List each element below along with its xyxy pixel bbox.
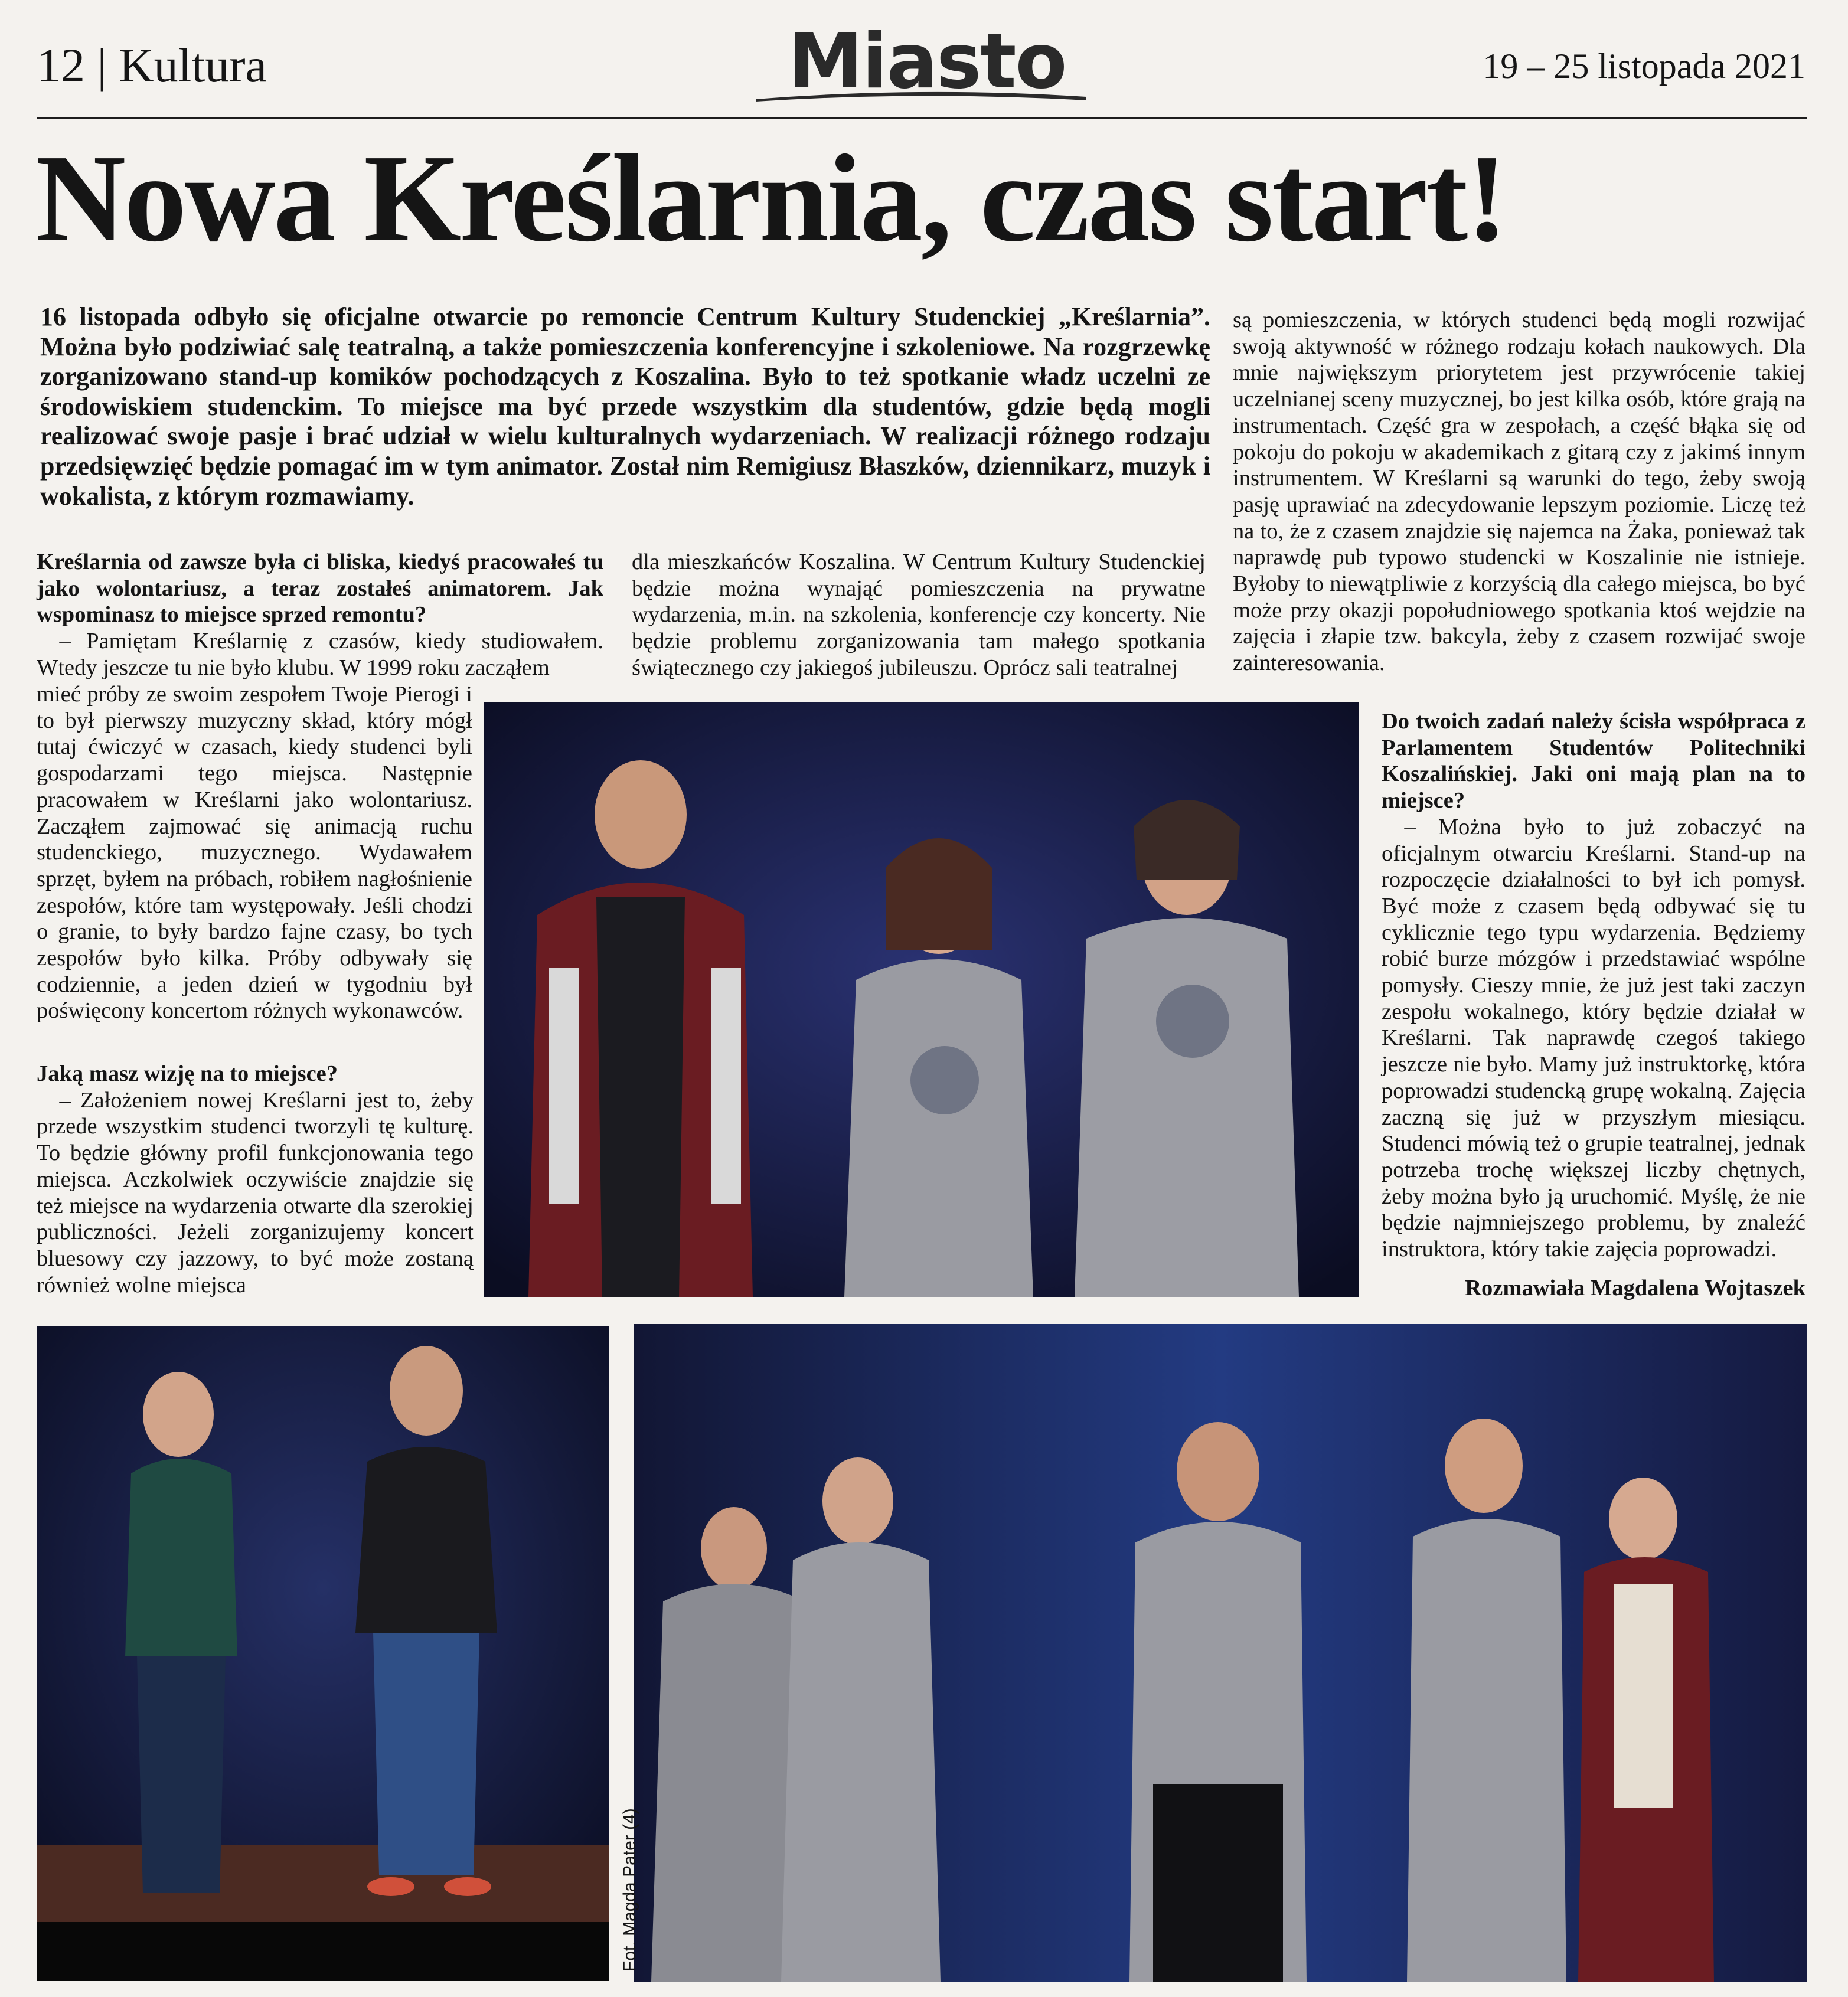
photo-standup-comedians [37, 1326, 609, 1981]
newspaper-logo: Miasto [788, 18, 1066, 106]
interview-question-1 [37, 549, 603, 681]
answer-2-middle [632, 549, 1206, 681]
answer-2-tail: są pomieszczenia, w których studenci będą mogli rozwijać swoją aktywność w różnego rodzaju kołach naukowych. Dla mnie największym priorytetem jest przywrócenie takiej uczelnianej sceny muzycznej, bo jest kilka osób, które grają na instrumentach. Część gra w zespołach, a część błąka się od pokoju do pokoju w akademikach z gitarą czy z jakimś innym instrumentem. W Kreślarni są warunki do tego, żeby swoją pasję uprawiać na zdecydowanie lepszym poziomie. Liczę też na to, że z czasem znajdzie się najemca na Żaka, ponieważ tak naprawdę pub typowo studencki w Koszalinie nie istnieje. Byłoby to niewątpliwie z korzyścią dla całego miejsca, bo być może przy okazji popołudniowego spotkania ktoś wejdzie na zajęcia i złapie tzw. bakcyla, żeby z czasem rozwijać swoje zainteresowania. [1233, 308, 1805, 676]
issue-date: 19 – 25 listopada 2021 [1483, 47, 1805, 86]
question-2-text: Jaką masz wizję na to miejsce? [37, 1061, 338, 1086]
answer-3-text: – Można było to już zobaczyć na oficjalnym otwarciu Kreślarni. Stand-up na rozpoczęcie działalności to był ich pomysł. Być może z czasem będą odbywać się tu cyklicznie tego typu wydarzenia. Będziemy robić burze mózgów i przedstawiać wspólne pomysły. Cieszy mnie, że już jest taki zaczyn zespołu wokalnego, który będzie działał w Kreślarni. Tak naprawdę czegoś takiego jeszcze nie było. Mamy już instruktorkę, która poprowadzi studencką grupę wokalną. Zajęcia zaczną się już w przyszłym miesiącu. Studenci mówią też o grupie teatralnej, jednak potrzeba trochę większej liczby chętnych, żeby można było ją uruchomić. Myślę, że nie będzie najmniejszego problemu, by znaleźć instruktora, który takie zajęcia poprowadzi. [1382, 814, 1805, 1262]
interview-question-3 [1382, 708, 1805, 1263]
question-1-text: Kreślarnia od zawsze była ci bliska, kiedyś pracowałeś tu jako wolontariusz, a teraz zostałeś animatorem. Jak wspominasz to miejsce sprzed remontu? [37, 550, 603, 627]
stage-photo-icon [484, 702, 1359, 1297]
photo-credit: Fot. Magda Pater (4) [620, 1808, 639, 1972]
section-label: 12 | Kultura [37, 38, 267, 92]
logo-swoosh-icon [756, 89, 1086, 102]
answer-1-start: – Pamiętam Kreślarnię z czasów, kiedy studiowałem. Wtedy jeszcze tu nie było klubu. W 1999 roku zacząłem [37, 629, 603, 680]
article-byline: Rozmawiała Magdalena Wojtaszek [1465, 1276, 1805, 1300]
answer-2-start: – Założeniem nowej Kreślarni jest to, żeby przede wszystkim studenci tworzyli tę kulturę. To będzie główny profil funkcjonowania tego miejsca. Aczkolwiek oczywiście znajdzie się też miejsce na wydarzenia otwarte dla szerokiej publiczności. Jeżeli zorganizujemy koncert bluesowy czy jazzowy, to być może zostaną również wolne miejsca [37, 1087, 474, 1297]
answer-1-body: mieć próby ze swoim zespołem Twoje Pierogi i to był pierwszy muzyczny skład, który mógł tutaj ćwiczyć w czasach, kiedy studenci byli gospodarzami tego miejsca. Następnie pracowałem w Kreślarni jako wolontariusz. Zacząłem zajmować się animacją ruchu studenckiego, muzycznego. Wydawałem sprzęt, byłem na próbach, robiłem nagłośnienie zespołów, które tam występowały. Jeśli chodzi o granie, to były bardzo fajne czasy, bo tych zespołów było kilka. Próby odbywały się codziennie, a jeden dzień w tygodniu był poświęcony koncertom różnych wykonawców. [37, 682, 472, 1024]
answer-2-end [1233, 307, 1805, 676]
article-lead: 16 listopada odbyło się oficjalne otwarcie po remoncie Centrum Kultury Studenckiej „Kreślarnia”. Można było podziwiać salę teatralną, a także pomieszczenia konferencyjne i szkoleniowe. Na rozgrzewkę zorganizowano stand-up komików pochodzących z Koszalina. Było to też spotkanie władz uczelni ze środowiskiem studenckim. To miejsce ma być przede wszystkim dla studentów, gdzie będą mogli realizować swoje pasje i brać udział w wielu kulturalnych wydarzeniach. W realizacji różnego rodzaju przedsięwzięć będzie pomagać im w tym animator. Został nim Remigiusz Błaszków, dziennikarz, muzyk i wokalista, z którym rozmawiamy. [40, 302, 1210, 511]
answer-1-continued [37, 681, 472, 1024]
question-3-text: Do twoich zadań należy ścisła współpraca z Parlamentem Studentów Politechniki Koszalińskiej. Jaki oni mają plan na to miejsce? [1382, 709, 1805, 813]
header-divider [37, 117, 1807, 119]
photo-stage-group [634, 1324, 1807, 1982]
photo-stage-three-people [484, 702, 1359, 1297]
interview-question-2 [37, 1061, 474, 1298]
article-title: Nowa Kreślarnia, czas start! [35, 129, 1506, 267]
group-photo-icon [634, 1324, 1807, 1982]
comedians-photo-icon [37, 1326, 609, 1981]
answer-2-body: dla mieszkańców Koszalina. W Centrum Kultury Studenckiej będzie można wynająć pomieszczenia na prywatne wydarzenia, m.in. na szkolenia, konferencje czy koncerty. Nie będzie problemu zorganizowania tam małego spotkania świątecznego czy jakiegoś jubileuszu. Oprócz sali teatralnej [632, 550, 1206, 680]
